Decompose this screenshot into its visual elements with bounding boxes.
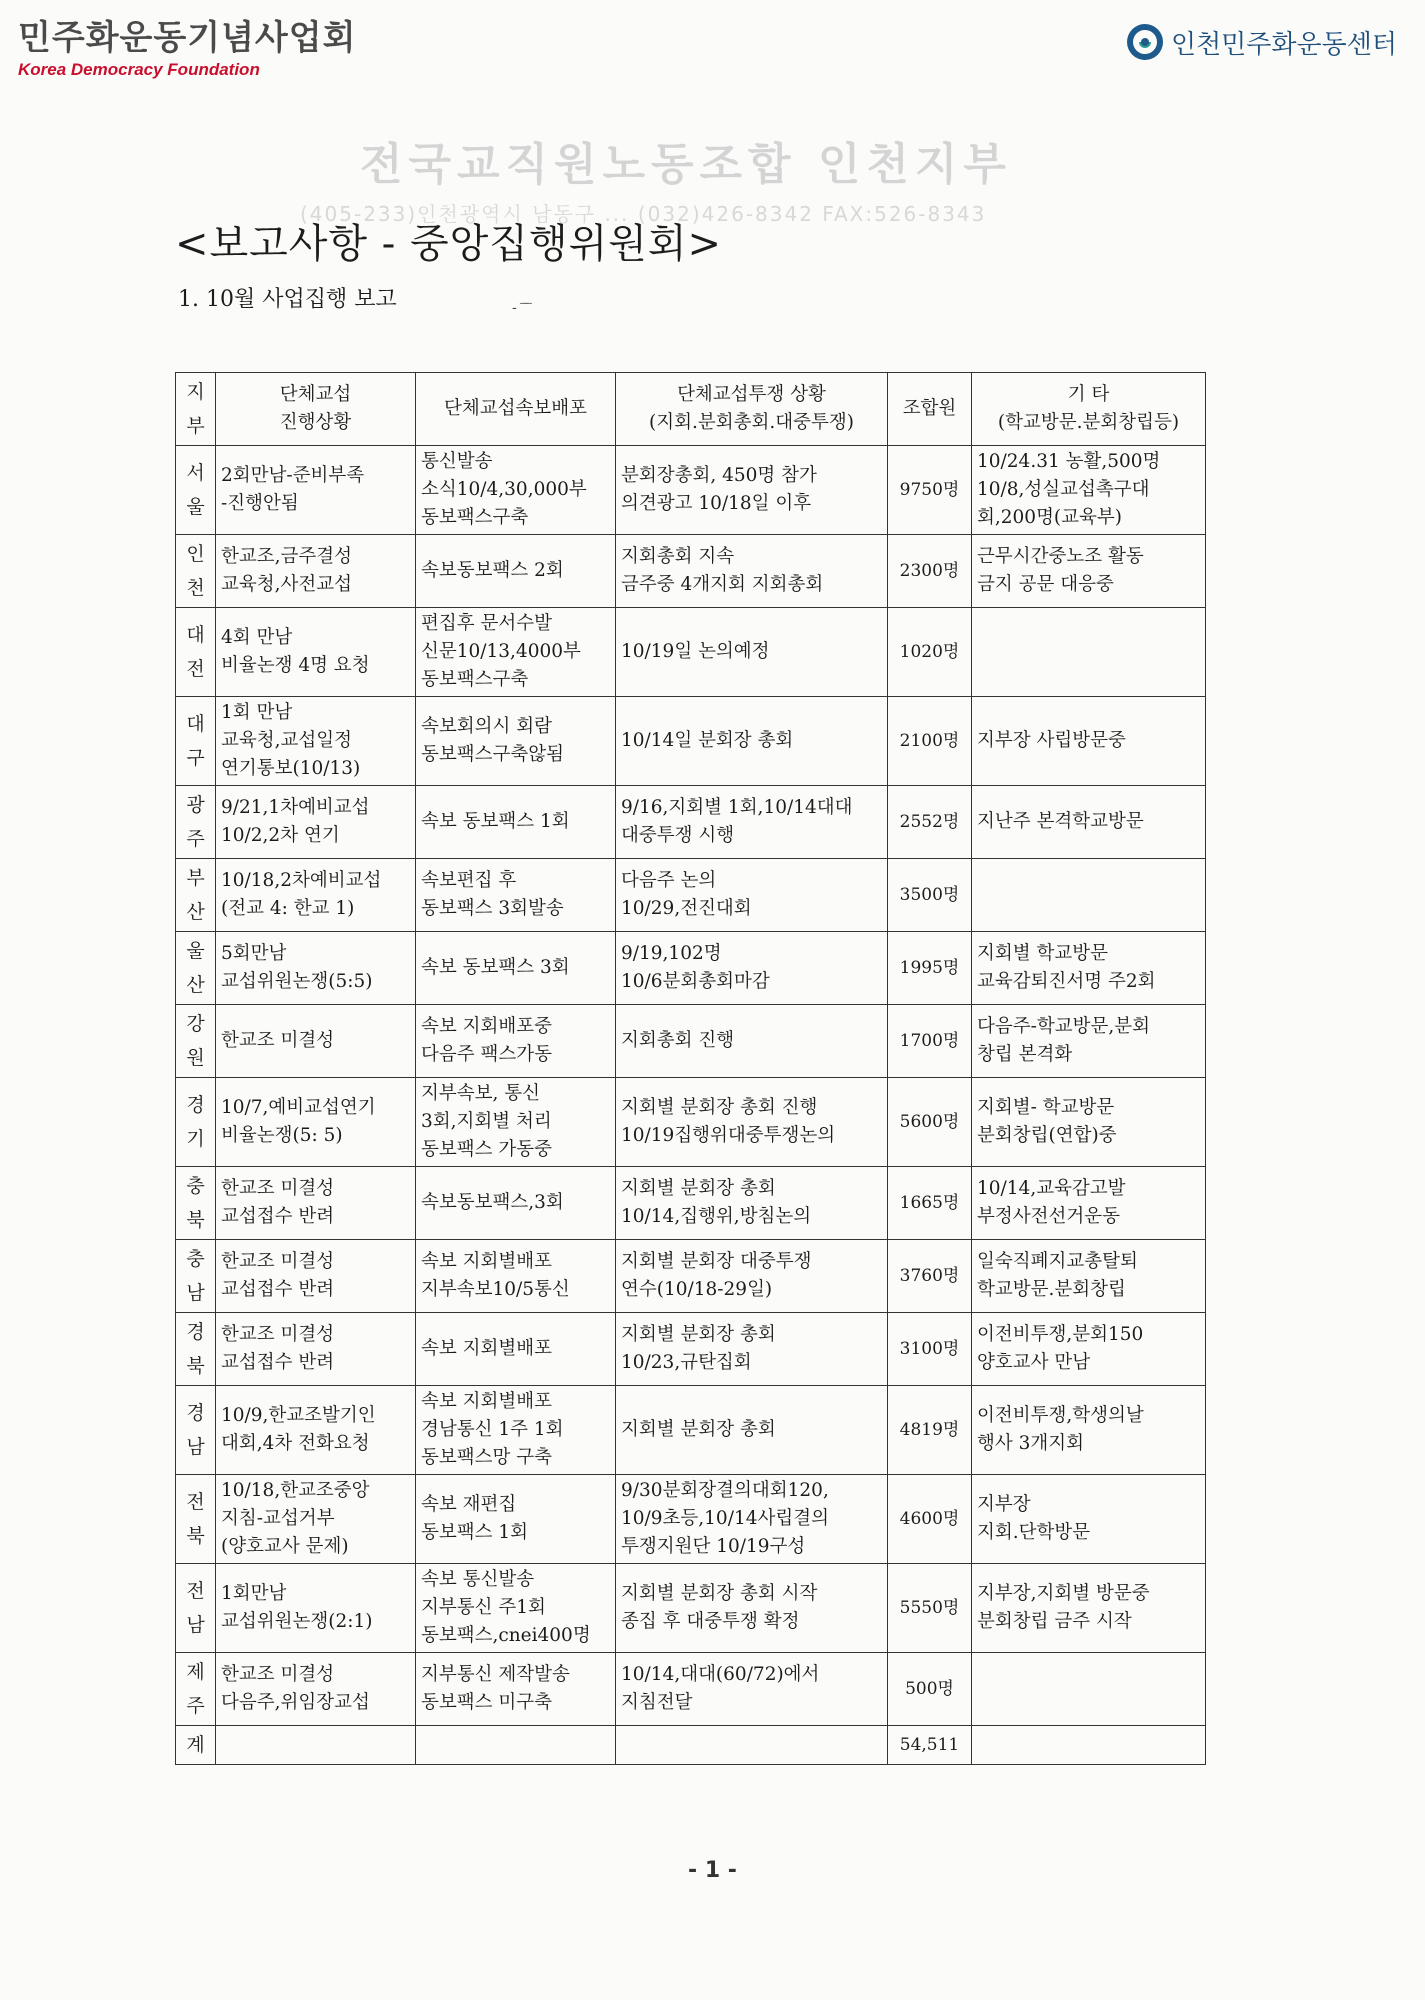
cell-members: 1700명 (888, 1005, 972, 1078)
cell-members: 3100명 (888, 1313, 972, 1386)
cell-bulletin: 속보동보팩스,3회 (416, 1167, 616, 1240)
cell-struggle: 다음주 논의 10/29,전진대회 (616, 859, 888, 932)
cell-region: 부 산 (176, 859, 216, 932)
cell-etc (972, 859, 1206, 932)
total-empty-status (216, 1726, 416, 1765)
cell-status: 5회만남 교섭위원논쟁(5:5) (216, 932, 416, 1005)
cell-struggle: 지회별 분회장 대중투쟁 연수(10/18-29일) (616, 1240, 888, 1313)
cell-status: 4회 만남 비율논쟁 4명 요청 (216, 608, 416, 697)
cell-status: 10/7,예비교섭연기 비율논쟁(5: 5) (216, 1078, 416, 1167)
cell-struggle: 9/30분회장결의대회120, 10/9초등,10/14사립결의 투쟁지원단 10/19구성 (616, 1475, 888, 1564)
cell-members: 500명 (888, 1653, 972, 1726)
report-table (175, 372, 1206, 1765)
cell-status: 한교조,금주결성 교육청,사전교섭 (216, 535, 416, 608)
cell-struggle: 지회별 분회장 총회 (616, 1386, 888, 1475)
cell-members: 3500명 (888, 859, 972, 932)
table-row (176, 1240, 1206, 1313)
page-title: <보고사항 - 중앙집행위원회> (175, 221, 723, 267)
cell-members: 4819명 (888, 1386, 972, 1475)
table-row (176, 1386, 1206, 1475)
cell-etc: 다음주-학교방문,분회 창립 본격화 (972, 1005, 1206, 1078)
incheon-emblem-icon (1125, 22, 1165, 62)
cell-status: 한교조 미결성 교섭접수 반려 (216, 1313, 416, 1386)
cell-etc: 이전비투쟁,분회150 양호교사 만남 (972, 1313, 1206, 1386)
total-empty-etc (972, 1726, 1206, 1765)
table-row (176, 1564, 1206, 1653)
table-row (176, 786, 1206, 859)
cell-bulletin: 속보 지회배포중 다음주 팩스가동 (416, 1005, 616, 1078)
cell-status: 2회만남-준비부족 -진행안됨 (216, 446, 416, 535)
cell-members: 1020명 (888, 608, 972, 697)
cell-region: 전 북 (176, 1475, 216, 1564)
cell-status: 한교조 미결성 교섭접수 반려 (216, 1240, 416, 1313)
cell-members: 9750명 (888, 446, 972, 535)
cell-members: 1995명 (888, 932, 972, 1005)
cell-bulletin: 지부속보, 통신 3회,지회별 처리 동보팩스 가동중 (416, 1078, 616, 1167)
cell-members: 2100명 (888, 697, 972, 786)
table-row (176, 1653, 1206, 1726)
cell-region: 울 산 (176, 932, 216, 1005)
table-row (176, 1078, 1206, 1167)
table-row (176, 697, 1206, 786)
cell-bulletin: 통신발송 소식10/4,30,000부 동보팩스구축 (416, 446, 616, 535)
cell-bulletin: 편집후 문서수발 신문10/13,4000부 동보팩스구축 (416, 608, 616, 697)
header-region: 지 부 (176, 373, 216, 446)
header-etc: 기 타 (학교방문.분회창립등) (972, 373, 1206, 446)
total-empty-struggle (616, 1726, 888, 1765)
cell-etc: 일숙직폐지교총탈퇴 학교방문.분회창립 (972, 1240, 1206, 1313)
table-row (176, 446, 1206, 535)
cell-struggle: 지회별 분회장 총회 10/23,규탄집회 (616, 1313, 888, 1386)
table-header-row (176, 373, 1206, 446)
cell-bulletin: 속보 재편집 동보팩스 1회 (416, 1475, 616, 1564)
cell-members: 2300명 (888, 535, 972, 608)
cell-struggle: 10/19일 논의예정 (616, 608, 888, 697)
cell-bulletin: 지부통신 제작발송 동보팩스 미구축 (416, 1653, 616, 1726)
cell-struggle: 지회별 분회장 총회 10/14,집행위,방침논의 (616, 1167, 888, 1240)
incheon-center-logo (1125, 22, 1397, 62)
cell-bulletin: 속보회의시 회람 동보팩스구축않됨 (416, 697, 616, 786)
cell-bulletin: 속보편집 후 동보팩스 3회발송 (416, 859, 616, 932)
cell-members: 5550명 (888, 1564, 972, 1653)
cell-struggle: 분회장총회, 450명 참가 의견광고 10/18일 이후 (616, 446, 888, 535)
cell-region: 경 남 (176, 1386, 216, 1475)
cell-etc (972, 608, 1206, 697)
cell-etc: 지부장 지회.단학방문 (972, 1475, 1206, 1564)
cell-etc (972, 1653, 1206, 1726)
cell-bulletin: 속보 지회별배포 (416, 1313, 616, 1386)
cell-etc: 지난주 본격학교방문 (972, 786, 1206, 859)
cell-status: 1회 만남 교육청,교섭일정 연기통보(10/13) (216, 697, 416, 786)
cell-struggle: 9/19,102명 10/6분회총회마감 (616, 932, 888, 1005)
table-row (176, 608, 1206, 697)
cell-status: 한교조 미결성 교섭접수 반려 (216, 1167, 416, 1240)
kdf-logo (18, 18, 356, 80)
header-bulletin: 단체교섭속보배포 (416, 373, 616, 446)
total-label: 계 (176, 1726, 216, 1765)
cell-status: 10/18,한교조중앙 지침-교섭거부 (양호교사 문제) (216, 1475, 416, 1564)
cell-etc: 10/24.31 농활,500명 10/8,성실교섭촉구대 회,200명(교육부) (972, 446, 1206, 535)
cell-region: 인 천 (176, 535, 216, 608)
cell-region: 충 북 (176, 1167, 216, 1240)
cell-struggle: 9/16,지회별 1회,10/14대대 대중투쟁 시행 (616, 786, 888, 859)
cell-region: 충 남 (176, 1240, 216, 1313)
cell-struggle: 지회총회 진행 (616, 1005, 888, 1078)
cell-members: 3760명 (888, 1240, 972, 1313)
cell-region: 대 전 (176, 608, 216, 697)
table-row (176, 1167, 1206, 1240)
cell-status: 한교조 미결성 (216, 1005, 416, 1078)
cell-region: 경 북 (176, 1313, 216, 1386)
cell-bulletin: 속보 통신발송 지부통신 주1회 동보팩스,cnei400명 (416, 1564, 616, 1653)
kdf-logo-english: Korea Democracy Foundation (18, 60, 260, 79)
cell-struggle: 지회별 분회장 총회 시작 종집 후 대중투쟁 확정 (616, 1564, 888, 1653)
cell-status: 10/18,2차예비교섭 (전교 4: 한교 1) (216, 859, 416, 932)
cell-members: 4600명 (888, 1475, 972, 1564)
total-empty-bulletin (416, 1726, 616, 1765)
cell-region: 서 울 (176, 446, 216, 535)
cell-bulletin: 속보동보팩스 2회 (416, 535, 616, 608)
total-row (176, 1726, 1206, 1765)
header-struggle: 단체교섭투쟁 상황 (지회.분회총회.대중투쟁) (616, 373, 888, 446)
cell-region: 제 주 (176, 1653, 216, 1726)
cell-members: 2552명 (888, 786, 972, 859)
cell-struggle: 지회총회 지속 금주중 4개지회 지회총회 (616, 535, 888, 608)
cell-etc: 10/14,교육감고발 부정사전선거운동 (972, 1167, 1206, 1240)
table-row (176, 1313, 1206, 1386)
cell-struggle: 지회별 분회장 총회 진행 10/19집행위대중투쟁논의 (616, 1078, 888, 1167)
cell-status: 10/9,한교조발기인 대회,4차 전화요청 (216, 1386, 416, 1475)
header-status: 단체교섭 진행상황 (216, 373, 416, 446)
cell-struggle: 10/14,대대(60/72)에서 지침전달 (616, 1653, 888, 1726)
table-row (176, 1005, 1206, 1078)
cell-bulletin: 속보 지회별배포 경남통신 1주 1회 동보팩스망 구축 (416, 1386, 616, 1475)
page-number: - 1 - (688, 1858, 737, 1883)
cell-etc: 지부장,지회별 방문중 분회창립 금주 시작 (972, 1564, 1206, 1653)
cell-etc: 지회별- 학교방문 분회창립(연합)중 (972, 1078, 1206, 1167)
cell-members: 5600명 (888, 1078, 972, 1167)
table-row (176, 859, 1206, 932)
bleed-through-address: (405-233)인천광역시 남동구 ... (032)426-8342 FAX:526-8343 (300, 202, 987, 226)
incheon-center-name: 인천민주화운동센터 (1170, 29, 1397, 60)
total-members: 54,511 (888, 1726, 972, 1765)
cell-etc: 지부장 사립방문중 (972, 697, 1206, 786)
cell-region: 강 원 (176, 1005, 216, 1078)
stray-mark: - ͞ ͞ (512, 300, 524, 316)
table-row (176, 535, 1206, 608)
cell-etc: 근무시간중노조 활동 금지 공문 대응중 (972, 535, 1206, 608)
section-subtitle: 1. 10월 사업집행 보고 (178, 287, 397, 312)
cell-status: 한교조 미결성 다음주,위임장교섭 (216, 1653, 416, 1726)
cell-region: 광 주 (176, 786, 216, 859)
cell-etc: 지회별 학교방문 교육감퇴진서명 주2회 (972, 932, 1206, 1005)
cell-struggle: 10/14일 분회장 총회 (616, 697, 888, 786)
cell-bulletin: 속보 동보팩스 3회 (416, 932, 616, 1005)
cell-region: 대 구 (176, 697, 216, 786)
header-members: 조합원 (888, 373, 972, 446)
cell-region: 경 기 (176, 1078, 216, 1167)
cell-etc: 이전비투쟁,학생의날 행사 3개지회 (972, 1386, 1206, 1475)
cell-status: 1회만남 교섭위원논쟁(2:1) (216, 1564, 416, 1653)
cell-status: 9/21,1차예비교섭 10/2,2차 연기 (216, 786, 416, 859)
cell-members: 1665명 (888, 1167, 972, 1240)
table-row (176, 1475, 1206, 1564)
cell-bulletin: 속보 동보팩스 1회 (416, 786, 616, 859)
cell-region: 전 남 (176, 1564, 216, 1653)
table-row (176, 932, 1206, 1005)
cell-bulletin: 속보 지회별배포 지부속보10/5통신 (416, 1240, 616, 1313)
bleed-through-header: 전국교직원노동조합 인천지부 (360, 139, 1012, 190)
kdf-logo-korean: 민주화운동기념사업회 (18, 18, 357, 58)
